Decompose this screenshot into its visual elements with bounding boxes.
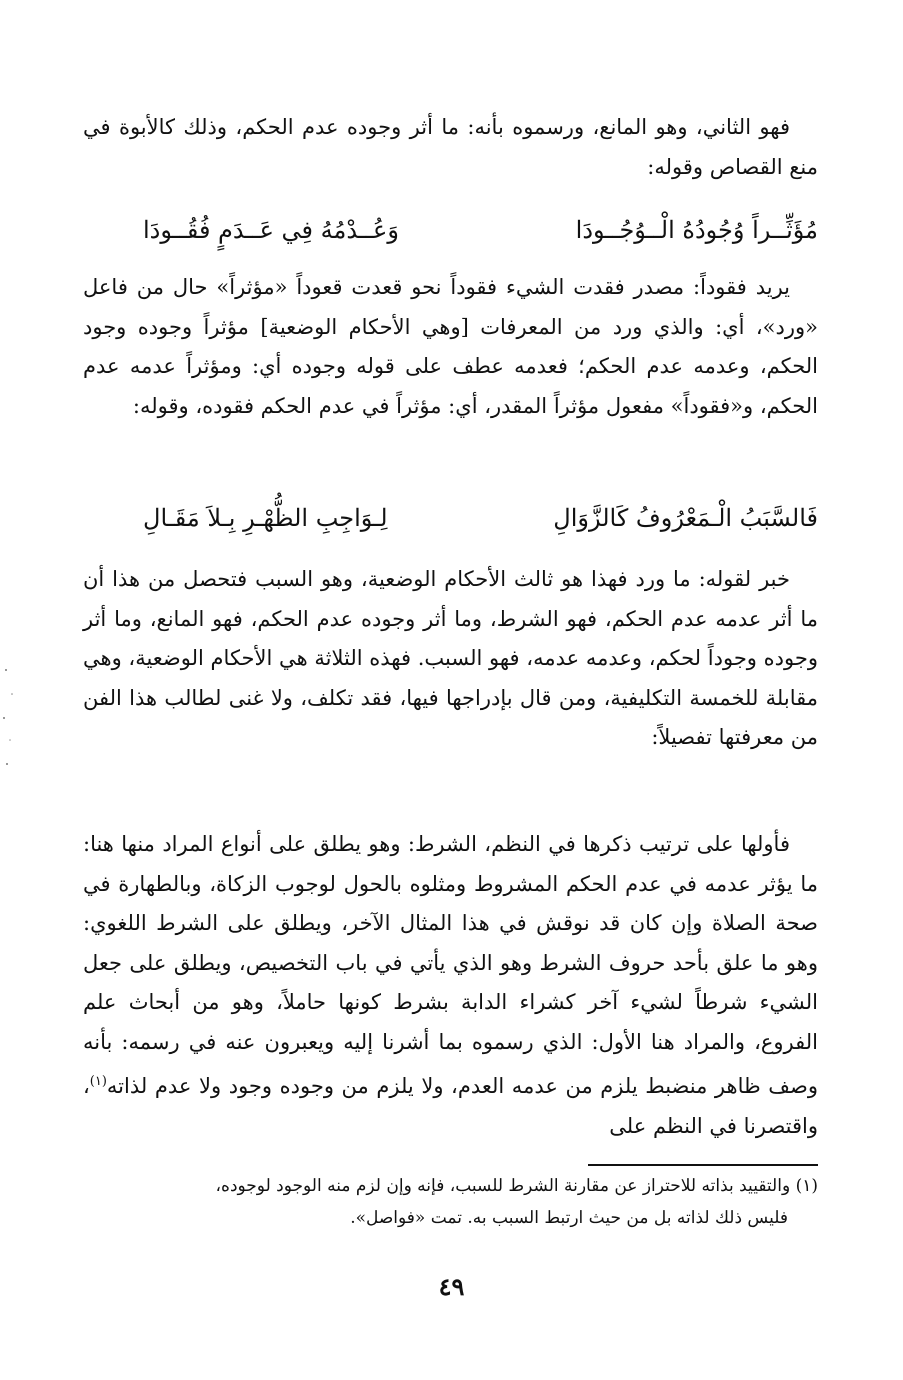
paragraph-1: فهو الثاني، وهو المانع، ورسموه بأنه: ما أثر وجوده عدم الحكم، وذلك كالأبوة في منع القصاص وقوله: [83,115,818,179]
footnote [83,1170,818,1234]
paragraph-4 [83,825,818,1146]
footnote-line-1: والتقييد بذاته للاحتراز عن مقارنة الشرط للسبب، فإنه وإن لزم منه الوجود لوجوده، [215,1176,791,1196]
paragraph-4-body: فأولها على ترتيب ذكرها في النظم، الشرط: وهو يطلق على أنواع المراد منها هنا: ما يؤثر عدمه في عدم الحكم المشروط ومثلوه بالحول لوجوب الزكاة، وبالطهارة في صحة الصلاة وإن كان قد نوقش في هذا المثال الآخر، ويطلق على الشرط اللغوي: وهو ما علق بأحد حروف الشرط وهو الذي يأتي في باب التخصيص، ويطلق على جعل الشيء شرطاً لشيء آخر كشراء الدابة بشرط كونها حاملاً، وهو من أبحاث علم الفروع، والمراد هنا الأول: الذي رسموه بما أشرنا إليه ويعبرون عنه في رسمه: بأنه وصف ظاهر منضبط يلزم من عدمه العدم، ولا يلزم من وجوده وجود ولا عدم لذاته [83,832,818,1098]
paragraph-4-tail: ، واقتصرنا في النظم على [83,1074,818,1138]
paragraph-3: خبر لقوله: ما ورد فهذا هو ثالث الأحكام الوضعية، وهو السبب فتحصل من هذا أن ما أثر عدمه عدم الحكم، فهو الشرط، وما أثر وجوده عدم الحكم، فهو المانع، وما أثر وجوده وجوداً لحكم، وعدمه عدمه، فهو السبب. فهذه الثلاثة هي الأحكام الوضعية، وهي مقابلة للخمسة التكليفية، ومن قال بإدراجها فيها، فقد تكلف، ولا غنى لطالب هذا الفن من معرفتها تفصيلاً: [83,567,818,749]
verse-1-first-hemistich: مُؤَثِّــراً وُجُودُهُ الْــوُجُــودَا [575,216,818,244]
footnote-line-2: فليس ذلك لذاته بل من حيث ارتبط السبب به. تمت «فواصل». [350,1208,788,1228]
footnote-number: (١) [795,1176,818,1196]
footnote-separator [588,1164,818,1166]
verse-2-second-hemistich: لِـوَاجِبِ الظُّهْـرِ بِـلاَ مَقَـالِ [143,504,388,532]
verse-2-first-hemistich: فَالسَّبَبُ الْـمَعْرُوفُ كَالزَّوَالِ [553,504,818,532]
scan-specks-decoration [0,660,20,780]
verse-2 [83,496,818,546]
page-number: ٤٩ [438,1272,465,1301]
paragraph-2: يريد فقوداً: مصدر فقدت الشيء فقوداً نحو قعدت قعوداً «مؤثراً» حال من فاعل «ورد»، أي: والذي ورد من المعرفات [وهي الأحكام الوضعية] مؤثراً وجوده وجود الحكم، وعدمه عدم الحكم؛ فعدمه عطف على قوله وجوده أي: ومؤثراً عدمه عدم الحكم، و«فقوداً» مفعول مؤثراً المقدر، أي: مؤثراً في عدم الحكم فقوده، وقوله: [83,275,818,418]
verse-1-second-hemistich: وَعُــدْمُهُ فِي عَــدَمٍ فُقُــودَا [143,216,399,244]
verse-1 [83,208,818,258]
footnote-marker: (١) [89,1074,107,1089]
